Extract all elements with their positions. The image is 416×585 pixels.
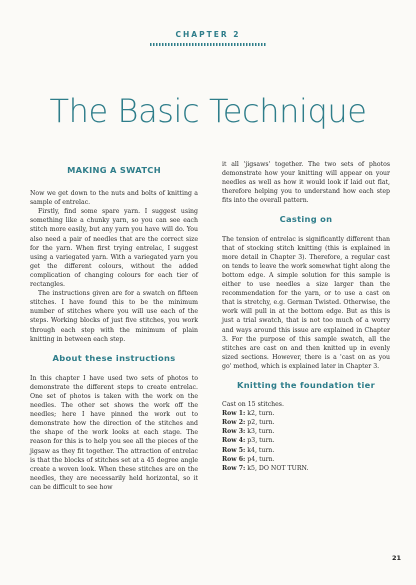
row-label: Row 4: (222, 437, 246, 445)
page-number: 21 (392, 554, 402, 562)
heading-casting-on: Casting on (279, 214, 333, 225)
pattern-row (222, 455, 390, 464)
heading-making-a-swatch: MAKING A SWATCH (67, 165, 161, 175)
paragraph: Firstly, find some spare yarn. I suggest using something like a chunky yarn, so you can see each stitch more easily, but any yarn you have will do. You also need a pair of needles that are the correct size for the yarn. When first trying entrelac, I suggest using a variegated yarn. With a variegated yarn you get the different colours, without the added complication of changing colours for each tier of rectangles. (30, 208, 198, 289)
row-label: Row 1: (222, 410, 246, 418)
row-label: Row 7: (222, 464, 246, 472)
paragraph: The tension of entrelac is significantly different than that of stocking stitch knitting (this is explained in more detail in Chapter 3). Therefore, a regular cast on tends to leave the work somewhat tight along the bottom edge. A simple solution for this sample is either to use needles a size larger than the recommendation for the yarn, or to use a cast on that is stretchy, e.g. German Twisted. Otherwise, the work will pull in at the bottom edge. But as this is just a trial swatch, that is not too much of a worry and ways around this issue are explained in Chapter 3. For the purpose of this sample swatch, all the stitches are cast on and then knitted up in evenly sized sections. However, there is a 'cast on as you go' method, which is explained later in Chapter 3. (222, 235, 390, 370)
pattern-row (222, 427, 390, 436)
paragraph: The instructions given are for a swatch on fifteen stitches. I have found this to be the minimum number of stitches where you will use each of the steps. Working blocks of just five stitches, you work through each step with the minimum of plain knitting in between each step. (30, 290, 198, 343)
left-column (30, 160, 198, 492)
row-text: p2, turn. (245, 419, 275, 427)
heading-knitting-foundation-tier: Knitting the foundation tier (237, 379, 375, 390)
row-text: k4, turn. (245, 446, 275, 454)
pattern-row (222, 409, 390, 418)
row-label: Row 6: (222, 455, 246, 463)
pattern-rows (222, 400, 390, 473)
chapter-label: CHAPTER 2 (175, 30, 241, 39)
paragraph: Now we get down to the nuts and bolts of knitting a sample of entrelac. (30, 190, 198, 207)
paragraph: it all 'jigsaws' together. The two sets of photos demonstrate how your knitting will appear on your needles as well as how it would look if laid out flat, therefore helping you to understand how each step fits into the overall pattern. (222, 161, 390, 205)
right-column (222, 160, 390, 473)
cast-on-instruction: Cast on 15 stitches. (222, 401, 284, 409)
pattern-row (222, 418, 390, 427)
row-text: k2, turn. (245, 410, 275, 418)
row-label: Row 5: (222, 446, 246, 454)
row-text: k5, DO NOT TURN. (245, 464, 309, 472)
row-text: p4, turn. (245, 455, 275, 463)
pattern-row (222, 436, 390, 445)
row-label: Row 2: (222, 419, 246, 427)
row-text: p3, turn. (245, 437, 275, 445)
pattern-row (222, 446, 390, 455)
heading-about-these-instructions: About these instructions (52, 352, 176, 363)
chapter-dotted-rule (150, 43, 266, 46)
page-title: The Basic Technique (49, 92, 367, 130)
row-label: Row 3: (222, 428, 246, 436)
row-text: k3, turn. (245, 428, 275, 436)
paragraph: In this chapter I have used two sets of photos to demonstrate the different steps to create entrelac. One set of photos is taken with the work on the needles. The other set shows the work off the needles; here I have pinned the work out to demonstrate how the direction of the stitches and the shape of the work looks at each stage. The reason for this is to help you see all the pieces of the jigsaw as they fit together. The attraction of entrelac is that the blocks of stitches set at a 45 degree angle create a woven look. When these stitches are on the needles, they are necessarily held horizontal, so it can be difficult to see how (30, 374, 198, 491)
pattern-row (222, 464, 390, 473)
